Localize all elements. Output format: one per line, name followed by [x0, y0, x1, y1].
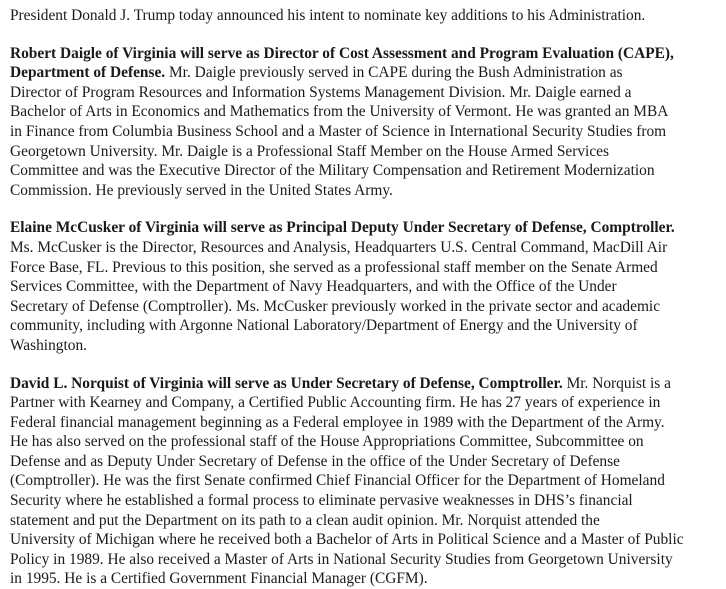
nominee-body-line: Director of Program Resources and Information Systems Management Division. Mr. Daigle earned a [10, 83, 716, 103]
nominee-body-line: Committee and was the Executive Director of the Military Compensation and Retirement Modernization [10, 161, 716, 181]
nominee-body-line: Secretary of Defense (Comptroller). Ms. McCusker previously worked in the private sector and academic [10, 297, 716, 317]
nominee-paragraph-mccusker [10, 218, 716, 355]
nominee-body-line: Georgetown University. Mr. Daigle is a Professional Staff Member on the House Armed Services [10, 142, 716, 162]
nominee-body-line: University of Michigan where he received both a Bachelor of Arts in Political Science and a Master of Public [10, 530, 716, 550]
nominee-body-line: Force Base, FL. Previous to this position, she served as a professional staff member on the Senate Armed [10, 258, 716, 278]
nominee-body-first: Mr. Daigle previously served in CAPE during the Bush Administration as [165, 64, 622, 81]
intro-text: President Donald J. Trump today announced his intent to nominate key additions to his Administration. [10, 6, 716, 26]
intro-paragraph [10, 6, 716, 26]
nominee-body-line: (Comptroller). He was the first Senate confirmed Chief Financial Officer for the Department of Homeland [10, 471, 716, 491]
nominee-body-line: Washington. [10, 336, 716, 356]
nominee-body-line: in 1995. He is a Certified Government Financial Manager (CGFM). [10, 569, 716, 589]
nominee-heading-line: Department of Defense. Mr. Daigle previously served in CAPE during the Bush Administration as [10, 63, 716, 83]
nominee-body-first: Mr. Norquist is a [563, 375, 671, 392]
nominee-heading-line: Robert Daigle of Virginia will serve as Director of Cost Assessment and Program Evaluation (CAPE), [10, 44, 716, 64]
nominee-paragraph-norquist [10, 374, 716, 589]
nominee-heading-line: Elaine McCusker of Virginia will serve as Principal Deputy Under Secretary of Defense, Comptroller. [10, 218, 716, 238]
nominee-body-line: Security where he established a formal process to eliminate pervasive weaknesses in DHS’s financial [10, 491, 716, 511]
nominee-body-line: Bachelor of Arts in Economics and Mathematics from the University of Vermont. He was granted an MBA [10, 102, 716, 122]
nominee-body-line: He has also served on the professional staff of the House Appropriations Committee, Subcommittee on [10, 432, 716, 452]
nominee-body-line: Partner with Kearney and Company, a Certified Public Accounting firm. He has 27 years of experience in [10, 393, 716, 413]
nominee-body-line: statement and put the Department on its path to a clean audit opinion. Mr. Norquist attended the [10, 511, 716, 531]
nominee-body-line: Defense and as Deputy Under Secretary of Defense in the office of the Under Secretary of Defense [10, 452, 716, 472]
nominee-body-line: in Finance from Columbia Business School and a Master of Science in International Security Studies from [10, 122, 716, 142]
nominee-paragraph-daigle [10, 44, 716, 201]
nominee-body-line: Policy in 1989. He also received a Master of Arts in National Security Studies from Georgetown University [10, 550, 716, 570]
nominee-body-line: Ms. McCusker is the Director, Resources and Analysis, Headquarters U.S. Central Command, MacDill Air [10, 238, 716, 258]
nominee-heading-line: David L. Norquist of Virginia will serve as Under Secretary of Defense, Comptroller. Mr. Norquist is a [10, 374, 716, 394]
nominee-body-line: Federal financial management beginning as a Federal employee in 1989 with the Department of the Army. [10, 413, 716, 433]
nominee-body-line: community, including with Argonne National Laboratory/Department of Energy and the University of [10, 316, 716, 336]
nominee-body-line: Commission. He previously served in the United States Army. [10, 181, 716, 201]
nominee-body-line: Services Committee, with the Department of Navy Headquarters, and with the Office of the Under [10, 277, 716, 297]
